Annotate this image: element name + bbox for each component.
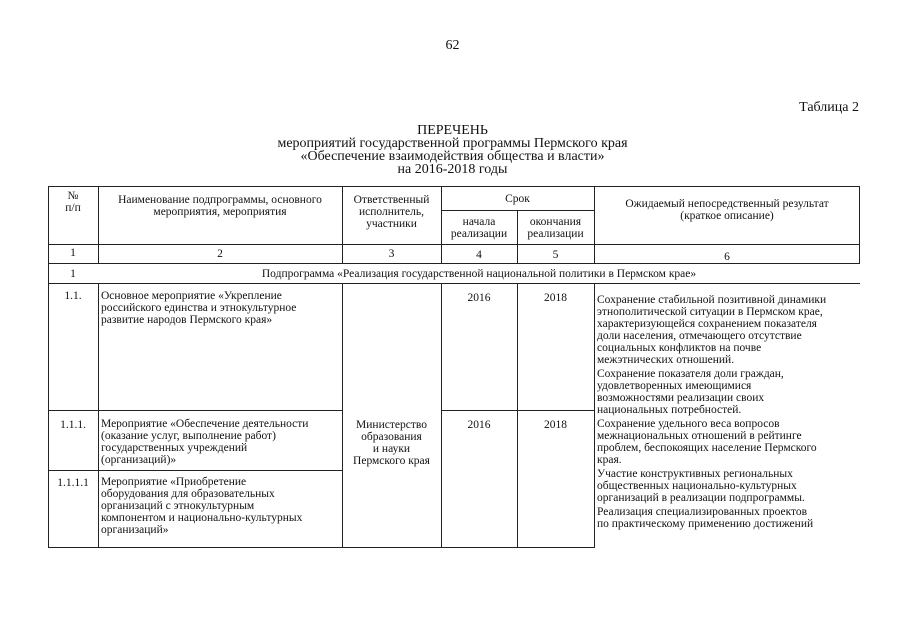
col-number: 2 xyxy=(217,248,223,260)
header-num: № п/п xyxy=(65,190,81,214)
column-rule xyxy=(441,283,442,548)
row-num: 1.1. xyxy=(64,290,82,302)
table-border-left xyxy=(48,186,49,548)
row-name: Основное мероприятие «Укрепление российского единства и этнокультурное развитие народов Пермского края» xyxy=(101,290,297,326)
subprogram-num: 1 xyxy=(70,268,76,280)
row-num: 1.1.1. xyxy=(60,419,86,431)
row-end-year: 2018 xyxy=(544,292,567,304)
header-term: Срок xyxy=(505,193,530,205)
document-subtitle-line: мероприятий государственной программы Пермского края xyxy=(277,136,628,151)
col-number-rule xyxy=(48,263,860,264)
document-subtitle-line: «Обеспечение взаимодействия общества и власти» xyxy=(300,149,605,164)
page-number: 62 xyxy=(445,38,460,53)
row-start-year: 2016 xyxy=(467,292,491,304)
result-paragraph: Участие конструктивных региональных общественных национально-культурных организаций в реализации подпрограммы. xyxy=(597,468,805,504)
row-name: Мероприятие «Обеспечение деятельности (оказание услуг, выполнение работ) государственных учреждений (организаций)» xyxy=(101,418,309,466)
header-start: начала реализации xyxy=(450,216,508,240)
col-number: 3 xyxy=(388,248,395,260)
column-rule xyxy=(517,283,518,548)
col-number: 5 xyxy=(552,249,559,261)
header-result: Ожидаемый непосредственный результат (краткое описание) xyxy=(625,198,829,222)
col-number: 1 xyxy=(70,247,76,259)
table-border-bottom xyxy=(48,547,594,548)
column-rule xyxy=(342,283,343,548)
header-rule xyxy=(48,244,860,245)
col-number: 6 xyxy=(724,251,730,263)
document-title: ПЕРЕЧЕНЬ xyxy=(417,123,488,138)
header-executor: Ответственный исполнитель, участники xyxy=(353,194,430,230)
table-border-top xyxy=(48,186,860,187)
row-rule xyxy=(48,410,342,411)
subprogram-rule xyxy=(48,283,860,284)
result-text xyxy=(597,294,859,530)
result-paragraph: Сохранение стабильной позитивной динамики этнополитической ситуации в Пермском крае, характеризующейся сохранением показателя доли населения, отмечающего отсутствие социальных конфликтов на почве межэтнических отношений. xyxy=(597,294,827,366)
column-rule xyxy=(594,283,595,548)
activities-table xyxy=(48,186,860,548)
header-name: Наименование подпрограммы, основного мероприятия, мероприятия xyxy=(118,194,322,218)
row-name: Мероприятие «Приобретение оборудования для образовательных организаций с этнокультурным компонентом и национально-культурных организаций» xyxy=(101,476,303,536)
document-subtitle-line: на 2016-2018 годы xyxy=(397,162,508,177)
result-paragraph: Сохранение удельного веса вопросов межнациональных отношений в рейтинге проблем, беспокоящих население Пермского края. xyxy=(597,418,817,466)
result-paragraph: Сохранение показателя доли граждан, удовлетворенных имеющимися возможностями реализации своих национальных потребностей. xyxy=(597,368,784,416)
subprogram-title: Подпрограмма «Реализация государственной национальной политики в Пермском крае» xyxy=(261,268,697,280)
row-start-year: 2016 xyxy=(467,419,491,431)
col-number: 4 xyxy=(476,249,482,261)
column-rule xyxy=(98,283,99,548)
row-executor: Министерство образования и науки Пермского края xyxy=(353,419,430,467)
row-end-year: 2018 xyxy=(544,419,567,431)
table-label: Таблица 2 xyxy=(799,100,859,115)
row-rule xyxy=(48,470,342,471)
row-num: 1.1.1.1 xyxy=(57,477,89,489)
header-end: окончания реализации xyxy=(527,216,584,240)
result-paragraph: Реализация специализированных проектов по практическому применению достижений xyxy=(597,506,814,530)
